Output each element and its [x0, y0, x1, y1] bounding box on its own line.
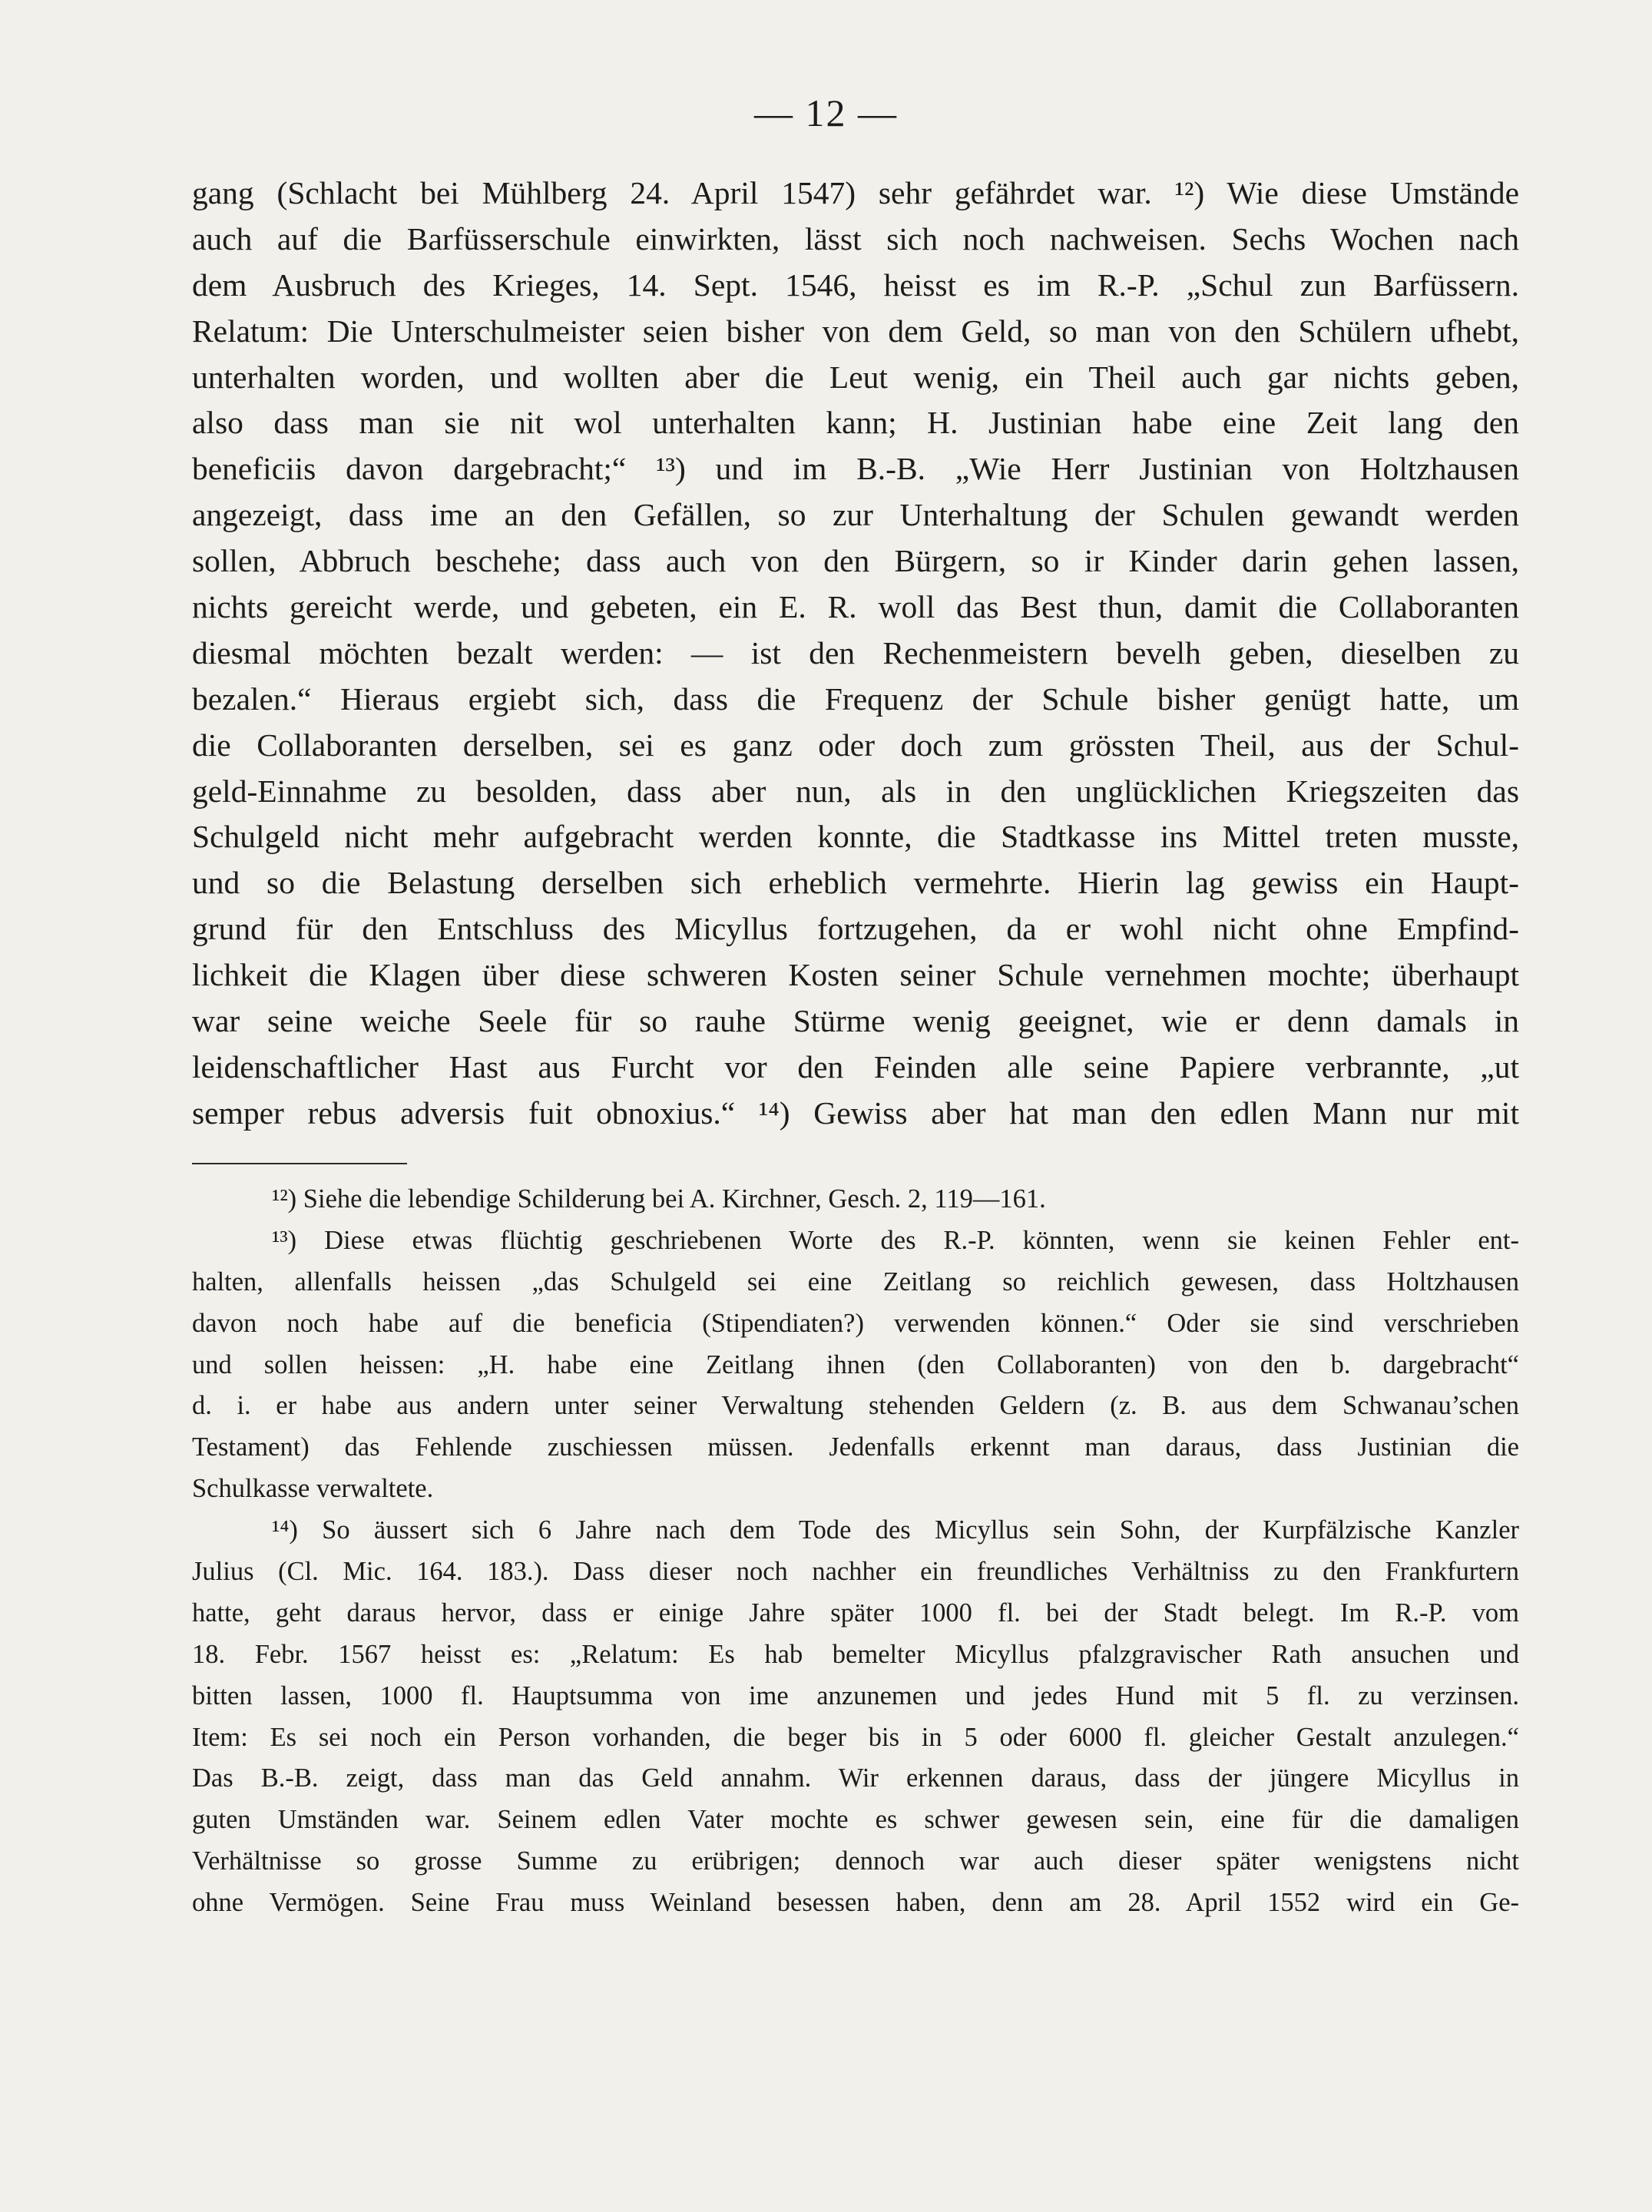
- footnote-line: hatte, geht daraus hervor, dass er einige Jahre später 1000 fl. bei der Stadt belegt. Im R.-P. vom: [192, 1598, 1519, 1628]
- footnote-line: ¹³) Diese etwas flüchtig geschriebenen Worte des R.-P. könnten, wenn sie keinen Fehler ent-: [272, 1225, 1519, 1255]
- main-line: Relatum: Die Unterschulmeister seien bisher von dem Geld, so man von den Schülern ufhebt,: [192, 313, 1519, 349]
- main-line: Schulgeld nicht mehr aufgebracht werden konnte, die Stadtkasse ins Mittel treten musste,: [192, 819, 1519, 855]
- main-line: dem Ausbruch des Krieges, 14. Sept. 1546, heisst es im R.-P. „Schul zun Barfüssern.: [192, 267, 1519, 303]
- footnote-line: Verhältnisse so grosse Summe zu erübrigen; dennoch war auch dieser später wenigstens nicht: [192, 1846, 1519, 1876]
- footnote-line: 18. Febr. 1567 heisst es: „Relatum: Es hab bemelter Micyllus pfalzgravischer Rath ansuchen und: [192, 1639, 1519, 1669]
- main-line: auch auf die Barfüsserschule einwirkten, lässt sich noch nachweisen. Sechs Wochen nach: [192, 220, 1519, 257]
- page-number: — 12 —: [754, 91, 898, 134]
- main-line: diesmal möchten bezalt werden: — ist den Rechenmeistern bevelh geben, dieselben zu: [192, 634, 1519, 671]
- footnote-line: guten Umständen war. Seinem edlen Vater mochte es schwer gewesen sein, eine für die damaligen: [192, 1805, 1519, 1835]
- main-line: sollen, Abbruch beschehe; dass auch von den Bürgern, so ir Kinder darin gehen lassen,: [192, 543, 1519, 579]
- main-line: gang (Schlacht bei Mühlberg 24. April 1547) sehr gefährdet war. ¹²) Wie diese Umstände: [192, 175, 1519, 210]
- main-line: nichts gereicht werde, und gebeten, ein E. R. woll das Best thun, damit die Collaboranten: [192, 589, 1519, 625]
- footnote-separator: [192, 1163, 407, 1164]
- main-line: leidenschaftlicher Hast aus Furcht vor den Feinden alle seine Papiere verbrannte, „ut: [192, 1048, 1519, 1084]
- footnote-line: bitten lassen, 1000 fl. Hauptsumma von ime anzunemen und jedes Hund mit 5 fl. zu verzinsen.: [192, 1681, 1519, 1710]
- main-line: unterhalten worden, und wollten aber die Leut wenig, ein Theil auch gar nichts geben,: [192, 359, 1519, 395]
- footnote-line: Item: Es sei noch ein Person vorhanden, die beger bis in 5 oder 6000 fl. gleicher Gestalt anzulegen.“: [192, 1722, 1519, 1752]
- main-line: semper rebus adversis fuit obnoxius.“ ¹⁴) Gewiss aber hat man den edlen Mann nur mit: [192, 1094, 1519, 1131]
- main-line: beneficiis davon dargebracht;“ ¹³) und im B.-B. „Wie Herr Justinian von Holtzhausen: [192, 451, 1519, 487]
- footnote-line: davon noch habe auf die beneficia (Stipendiaten?) verwenden können.“ Oder sie sind verschrieben: [192, 1308, 1519, 1338]
- footnote-line: Testament) das Fehlende zuschiessen müssen. Jedenfalls erkennt man daraus, dass Justinian die: [192, 1432, 1519, 1462]
- footnotes: [192, 1179, 1519, 1924]
- footnote-line: ¹²) Siehe die lebendige Schilderung bei A. Kirchner, Gesch. 2, 119—161.: [272, 1184, 1046, 1214]
- footnote-line: halten, allenfalls heissen „das Schulgeld sei eine Zeitlang so reichlich gewesen, dass Holtzhausen: [192, 1267, 1519, 1296]
- footnote-line: d. i. er habe aus andern unter seiner Verwaltung stehenden Geldern (z. B. aus dem Schwanau’schen: [192, 1391, 1519, 1421]
- main-line: angezeigt, dass ime an den Gefällen, so zur Unterhaltung der Schulen gewandt werden: [192, 497, 1519, 533]
- main-line: die Collaboranten derselben, sei es ganz oder doch zum grössten Theil, aus der Schul-: [192, 727, 1519, 763]
- footnote-line: Julius (Cl. Mic. 164. 183.). Dass dieser noch nachher ein freundliches Verhältniss zu den Frankfurtern: [192, 1557, 1519, 1587]
- main-line: bezalen.“ Hieraus ergiebt sich, dass die Frequenz der Schule bisher genügt hatte, um: [192, 680, 1519, 717]
- main-line: lichkeit die Klagen über diese schweren Kosten seiner Schule vernehmen mochte; überhaupt: [192, 957, 1519, 993]
- footnote-line: und sollen heissen: „H. habe eine Zeitlang ihnen (den Collaboranten) von den b. dargebracht“: [192, 1349, 1519, 1379]
- footnote-line: Das B.-B. zeigt, dass man das Geld annahm. Wir erkennen daraus, dass der jüngere Micyllus in: [192, 1763, 1519, 1793]
- main-line: geld-Einnahme zu besolden, dass aber nun, als in den unglücklichen Kriegszeiten das: [192, 773, 1519, 809]
- main-line: also dass man sie nit wol unterhalten kann; H. Justinian habe eine Zeit lang den: [192, 405, 1519, 441]
- footnote-line: Schulkasse verwaltete.: [192, 1474, 434, 1504]
- main-line: war seine weiche Seele für so rauhe Stürme wenig geeignet, wie er denn damals in: [192, 1003, 1519, 1039]
- footnote-line: ohne Vermögen. Seine Frau muss Weinland besessen haben, denn am 28. April 1552 wird ein Ge-: [192, 1888, 1519, 1918]
- footnote-line: ¹⁴) So äussert sich 6 Jahre nach dem Tode des Micyllus sein Sohn, der Kurpfälzische Kanzler: [272, 1515, 1519, 1545]
- main-line: und so die Belastung derselben sich erheblich vermehrte. Hierin lag gewiss ein Haupt-: [192, 865, 1519, 901]
- main-text: [192, 171, 1519, 1137]
- main-line: grund für den Entschluss des Micyllus fortzugehen, da er wohl nicht ohne Empfind-: [192, 911, 1519, 947]
